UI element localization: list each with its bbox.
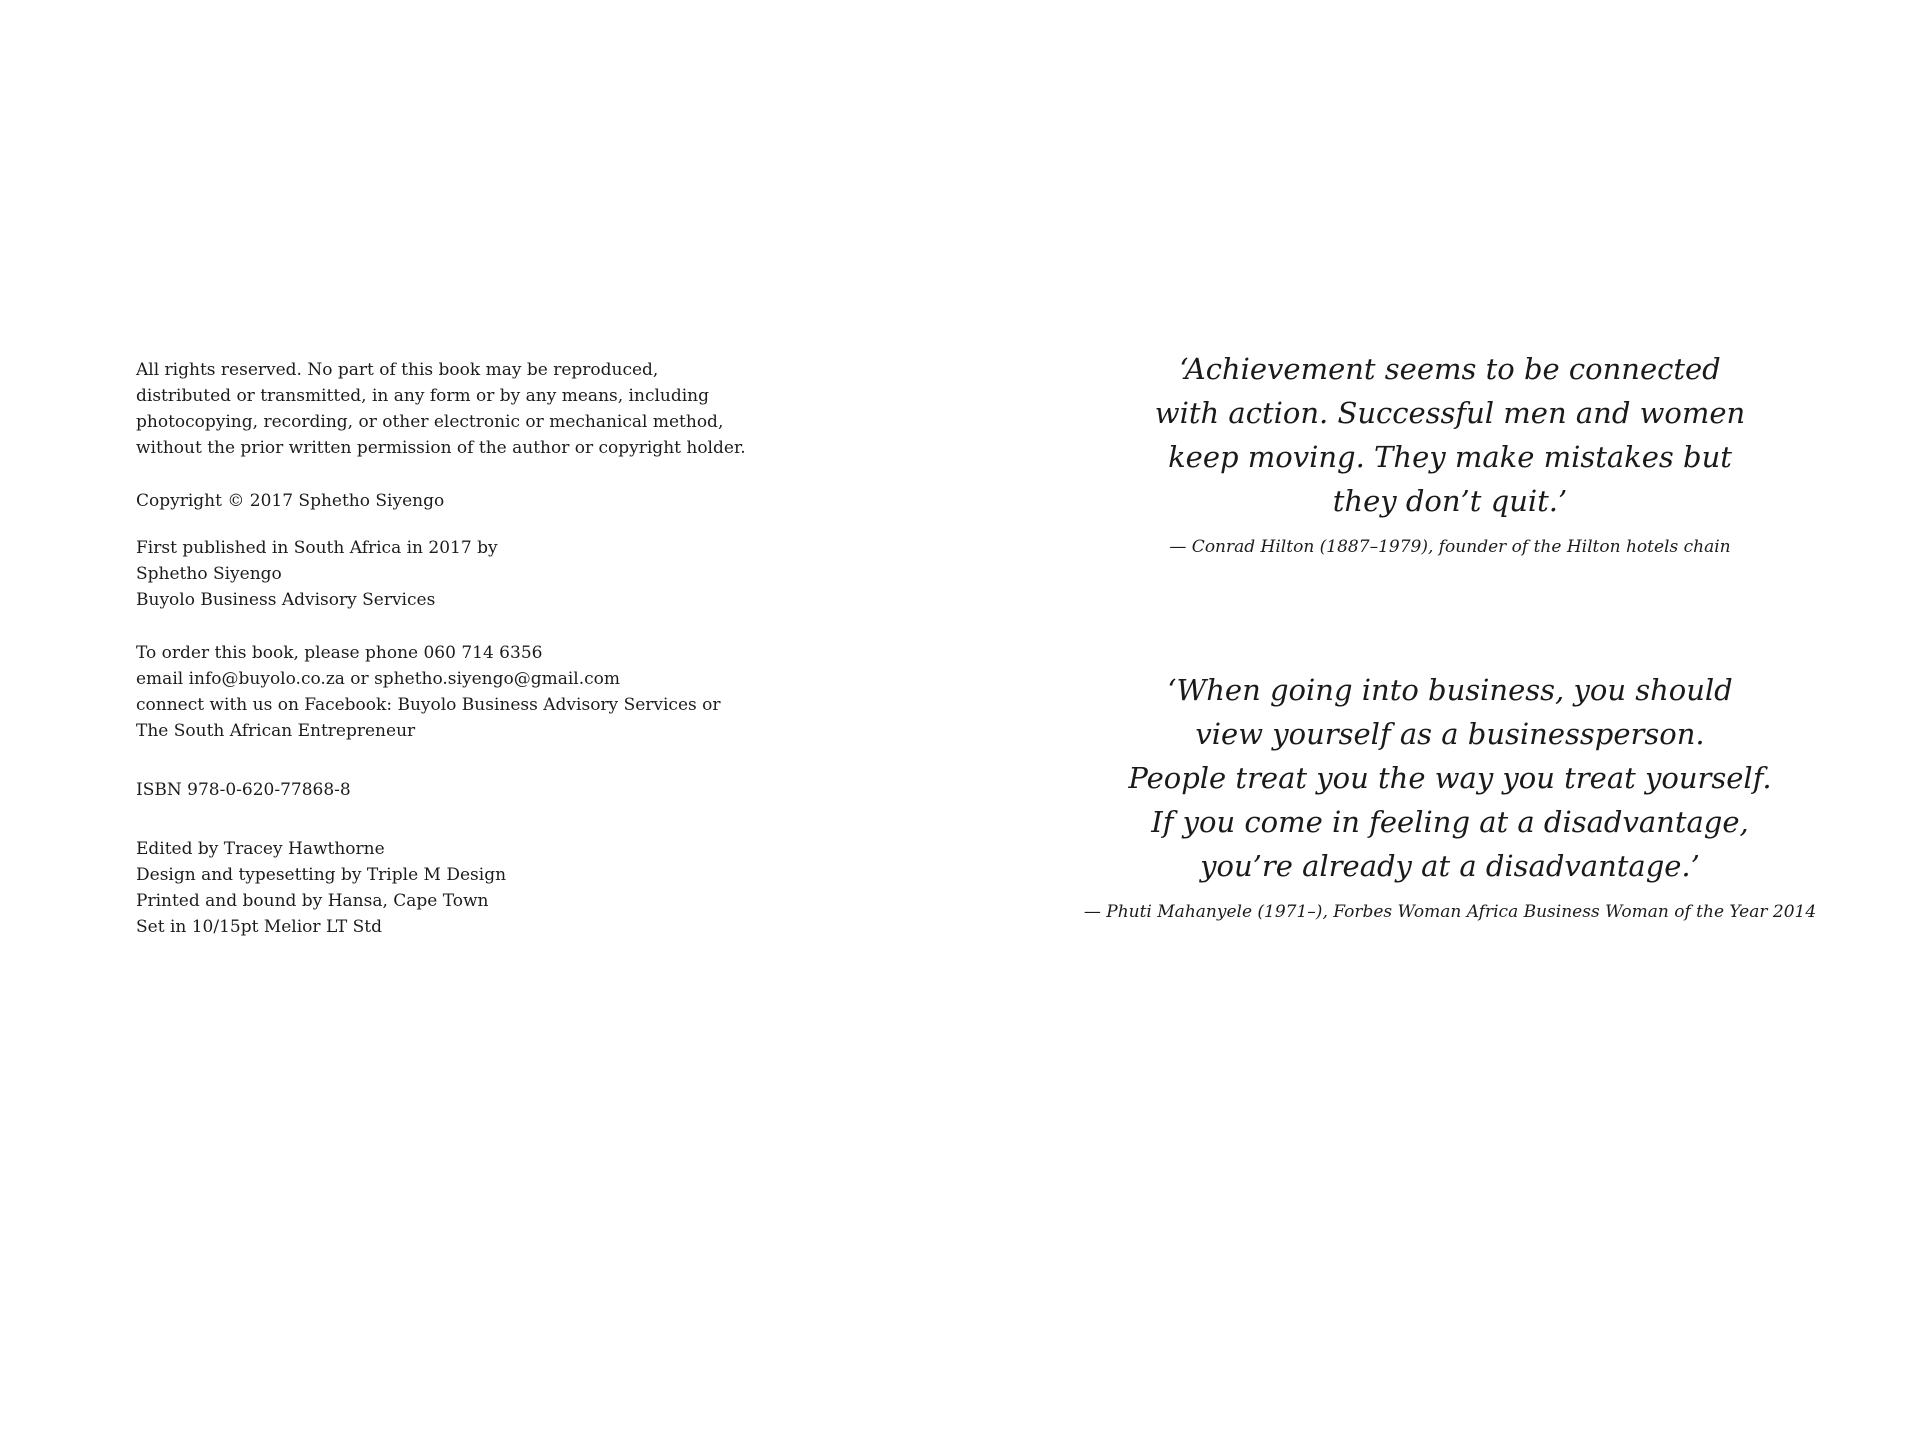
quote-line: ‘Achievement seems to be connected bbox=[1179, 352, 1721, 386]
isbn-line: ISBN 978-0-620-77868-8 bbox=[136, 780, 351, 800]
quote-text bbox=[1040, 668, 1860, 888]
quote-line: they don’t quit.’ bbox=[1332, 484, 1568, 518]
rights-line: All rights reserved. No part of this book may be reproduced, bbox=[136, 360, 659, 380]
production-credits bbox=[136, 836, 776, 940]
quote-line: view yourself as a businessperson. bbox=[1195, 717, 1705, 751]
credit-line: Edited by Tracey Hawthorne bbox=[136, 839, 385, 859]
ordering-line: To order this book, please phone 060 714 6356 bbox=[136, 643, 543, 663]
publication-info bbox=[136, 535, 776, 613]
quote-attribution: — Phuti Mahanyele (1971–), Forbes Woman Africa Business Woman of the Year 2014 bbox=[1083, 902, 1817, 922]
publication-line: Buyolo Business Advisory Services bbox=[136, 590, 436, 610]
epigraph-page bbox=[1040, 0, 1860, 1440]
quote-line: ‘When going into business, you should bbox=[1167, 673, 1733, 707]
rights-line: distributed or transmitted, in any form or by any means, including bbox=[136, 386, 709, 406]
publication-line: First published in South Africa in 2017 by bbox=[136, 538, 498, 558]
imprint-page bbox=[136, 357, 776, 940]
epigraph-quote bbox=[1040, 347, 1860, 559]
quote-attribution: — Conrad Hilton (1887–1979), founder of the Hilton hotels chain bbox=[1169, 537, 1731, 557]
quote-text bbox=[1040, 347, 1860, 523]
quote-line: People treat you the way you treat yourself. bbox=[1128, 761, 1772, 795]
copyright-line: Copyright © 2017 Sphetho Siyengo bbox=[136, 491, 445, 511]
isbn-info bbox=[136, 777, 776, 803]
quote-line: with action. Successful men and women bbox=[1154, 396, 1746, 430]
credit-line: Set in 10/15pt Melior LT Std bbox=[136, 917, 382, 937]
copyright-notice bbox=[136, 488, 776, 514]
epigraph-quote bbox=[1040, 668, 1860, 924]
credit-line: Printed and bound by Hansa, Cape Town bbox=[136, 891, 489, 911]
quote-line: If you come in feeling at a disadvantage, bbox=[1151, 805, 1749, 839]
rights-line: photocopying, recording, or other electronic or mechanical method, bbox=[136, 412, 724, 432]
quote-line: you’re already at a disadvantage.’ bbox=[1200, 849, 1700, 883]
rights-notice bbox=[136, 357, 776, 461]
credit-line: Design and typesetting by Triple M Design bbox=[136, 865, 507, 885]
quote-line: keep moving. They make mistakes but bbox=[1168, 440, 1732, 474]
publication-line: Sphetho Siyengo bbox=[136, 564, 282, 584]
ordering-line: email info@buyolo.co.za or sphetho.siyengo@gmail.com bbox=[136, 669, 620, 689]
ordering-line: The South African Entrepreneur bbox=[136, 721, 416, 741]
rights-line: without the prior written permission of the author or copyright holder. bbox=[136, 438, 746, 458]
ordering-line: connect with us on Facebook: Buyolo Business Advisory Services or bbox=[136, 695, 721, 715]
ordering-info bbox=[136, 640, 776, 744]
